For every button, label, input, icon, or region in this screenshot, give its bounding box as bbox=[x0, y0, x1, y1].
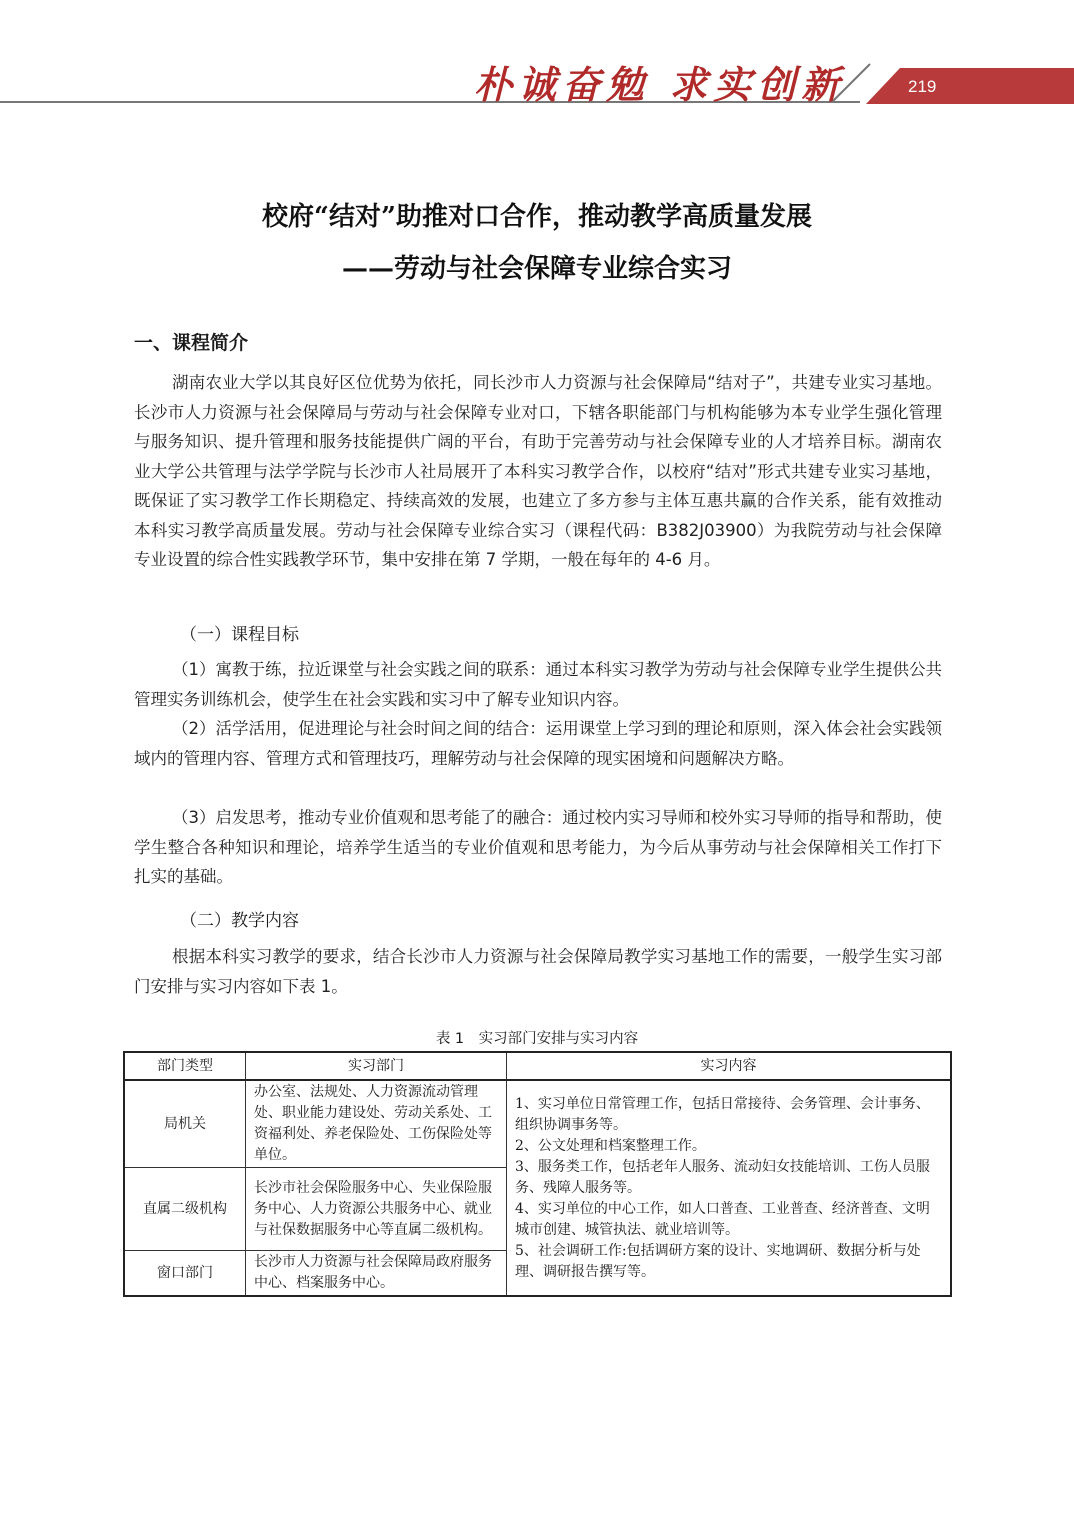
cell-dept: 办公室、法规处、人力资源流动管理处、职业能力建设处、劳动关系处、工资福利处、养老保险处、工伤保险处等单位。 bbox=[246, 1080, 507, 1168]
section-heading: 一、课程简介 bbox=[134, 332, 249, 354]
header-cell-dept: 实习部门 bbox=[246, 1052, 507, 1080]
content-item: 5、社会调研工作:包括调研方案的设计、实地调研、数据分析与处理、调研报告撰写等。 bbox=[515, 1242, 921, 1280]
page-number: 219 bbox=[908, 77, 937, 96]
subsection-heading-content: （二）教学内容 bbox=[180, 911, 299, 931]
page-number-banner bbox=[866, 68, 1074, 104]
cell-type: 直属二级机构 bbox=[124, 1168, 246, 1251]
cell-type: 局机关 bbox=[124, 1080, 246, 1168]
subsection-heading-goals: （一）课程目标 bbox=[180, 625, 299, 645]
article-subtitle: ——劳动与社会保障专业综合实习 bbox=[341, 254, 732, 284]
header-cell-content: 实习内容 bbox=[507, 1052, 952, 1080]
cell-content bbox=[507, 1080, 952, 1296]
table-row bbox=[124, 1080, 951, 1168]
content-item: 1、实习单位日常管理工作，包括日常接待、会务管理、会计事务、组织协调事务等。 bbox=[515, 1095, 930, 1133]
header-motto: 朴诚奋勉 求实创新 bbox=[474, 62, 846, 107]
content-item: 4、实习单位的中心工作，如人口普查、工业普查、经济普查、文明城市创建、城管执法、就业培训等。 bbox=[515, 1200, 930, 1238]
goal-paragraph-2: （2）活学活用，促进理论与社会时间之间的结合：运用课堂上学习到的理论和原则，深入体会社会实践领域内的管理内容、管理方式和管理技巧，理解劳动与社会保障的现实困境和问题解决方略。 bbox=[134, 719, 942, 768]
goal-paragraph-1: （1）寓教于练，拉近课堂与社会实践之间的联系：通过本科实习教学为劳动与社会保障专业学生提供公共管理实务训练机会，使学生在社会实践和实习中了解专业知识内容。 bbox=[134, 660, 942, 709]
goal-paragraph-3: （3）启发思考，推动专业价值观和思考能了的融合：通过校内实习导师和校外实习导师的指导和帮助，使学生整合各种知识和理论，培养学生适当的专业价值观和思考能力，为今后从事劳动与社会保障相关工作打下扎实的基础。 bbox=[134, 808, 942, 886]
table-caption: 表 1 实习部门安排与实习内容 bbox=[435, 1031, 639, 1047]
internship-table bbox=[123, 1051, 952, 1297]
content-item: 3、服务类工作，包括老年人服务、流动妇女技能培训、工伤人员服务、残障人服务等。 bbox=[515, 1158, 930, 1196]
header-cell-type: 部门类型 bbox=[124, 1052, 246, 1080]
content-item: 2、公文处理和档案整理工作。 bbox=[515, 1137, 706, 1154]
table-header-row bbox=[124, 1052, 951, 1080]
content-intro-paragraph: 根据本科实习教学的要求，结合长沙市人力资源与社会保障局教学实习基地工作的需要，一般学生实习部门安排与实习内容如下表 1。 bbox=[134, 947, 942, 996]
cell-dept: 长沙市社会保险服务中心、失业保险服务中心、人力资源公共服务中心、就业与社保数据服务中心等直属二级机构。 bbox=[246, 1168, 507, 1251]
intro-paragraph: 湖南农业大学以其良好区位优势为依托，同长沙市人力资源与社会保障局“结对子”，共建专业实习基地。长沙市人力资源与社会保障局与劳动与社会保障专业对口，下辖各职能部门与机构能够为本专业学生强化管理与服务知识、提升管理和服务技能提供广阔的平台，有助于完善劳动与社会保障专业的人才培养目标。湖南农业大学公共管理与法学学院与长沙市人社局展开了本科实习教学合作，以校府“结对”形式共建专业实习基地，既保证了实习教学工作长期稳定、持续高效的发展，也建立了多方参与主体互惠共赢的合作关系，能有效推动本科实习教学高质量发展。劳动与社会保障专业综合实习（课程代码：B382J03900）为我院劳动与社会保障专业设置的综合性实践教学环节，集中安排在第 7 学期，一般在每年的 4-6 月。 bbox=[134, 373, 942, 569]
cell-dept: 长沙市人力资源与社会保障局政府服务中心、档案服务中心。 bbox=[246, 1251, 507, 1297]
cell-type: 窗口部门 bbox=[124, 1251, 246, 1297]
article-title: 校府“结对”助推对口合作，推动教学高质量发展 bbox=[262, 202, 812, 232]
